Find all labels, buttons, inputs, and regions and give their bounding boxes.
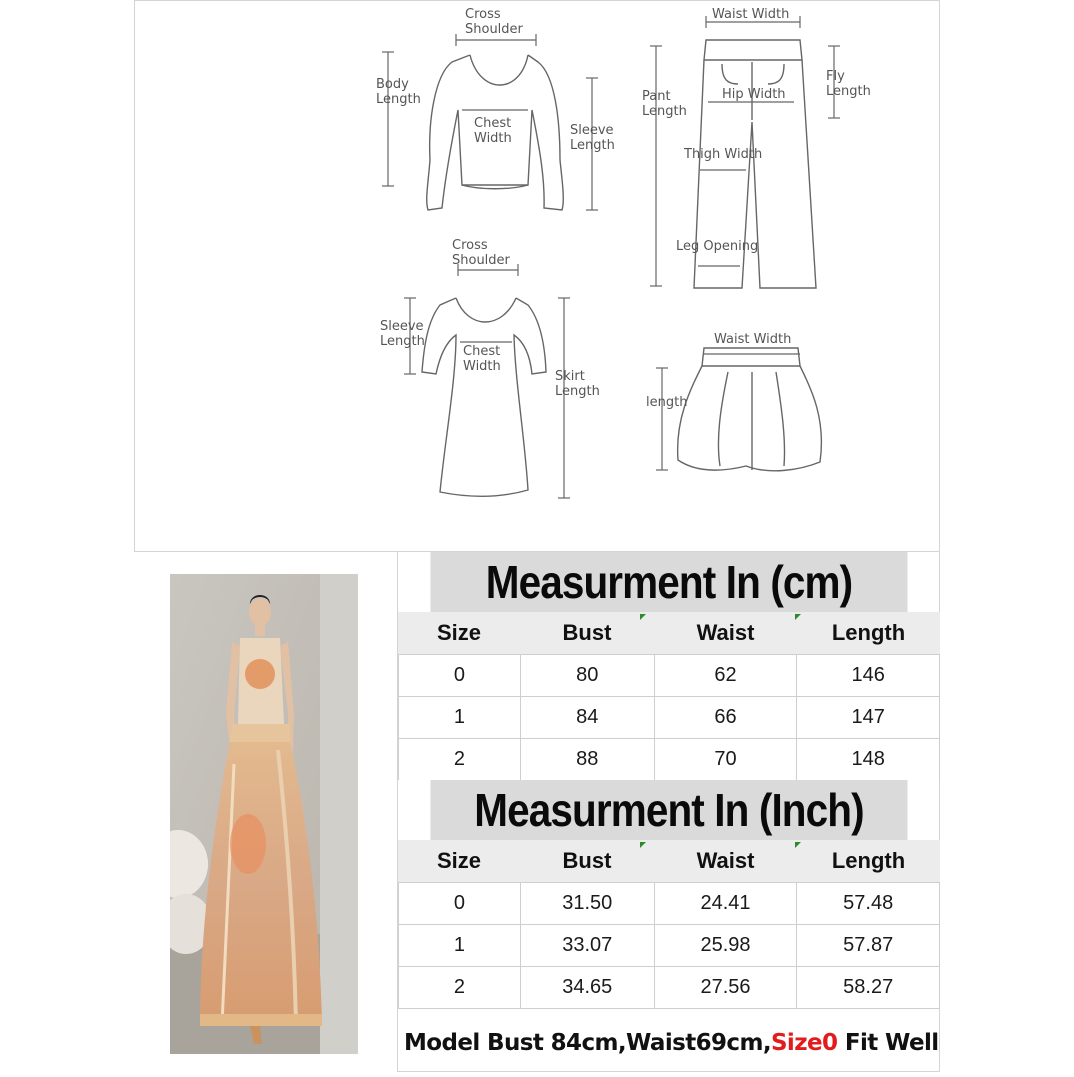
svg-text:Width: Width bbox=[463, 359, 501, 374]
svg-text:Shoulder: Shoulder bbox=[452, 253, 510, 268]
label-length-skirt: length bbox=[646, 395, 688, 410]
table-row bbox=[398, 882, 940, 924]
label-fly-length: Fly bbox=[826, 69, 845, 84]
header-size: Size bbox=[436, 620, 482, 645]
cell-length: 146 bbox=[797, 655, 940, 696]
cell-bust: 80 bbox=[521, 655, 655, 696]
model-photo-panel bbox=[134, 552, 398, 1072]
cell-bust: 33.07 bbox=[521, 925, 655, 966]
cell-marker-icon bbox=[795, 842, 801, 848]
model-fit-note bbox=[398, 1008, 940, 1077]
cell-bust: 34.65 bbox=[521, 967, 655, 1008]
cell-bust: 31.50 bbox=[521, 883, 655, 924]
header-bust: Bust bbox=[520, 612, 654, 654]
label-cross-shoulder-dress: Cross bbox=[452, 238, 488, 253]
table-row bbox=[398, 966, 940, 1008]
header-size: Size bbox=[436, 848, 482, 873]
label-sleeve-length: Sleeve bbox=[570, 123, 614, 138]
cell-length: 57.48 bbox=[797, 883, 940, 924]
model-photo bbox=[170, 574, 358, 1054]
label-thigh-width: Thigh Width bbox=[684, 147, 763, 162]
cell-size: 0 bbox=[398, 655, 521, 696]
cell-size: 2 bbox=[398, 967, 521, 1008]
table-row bbox=[398, 654, 940, 696]
header-bust: Bust bbox=[520, 840, 654, 882]
cell-marker-icon bbox=[640, 842, 646, 848]
label-cross-shoulder: Cross bbox=[465, 7, 501, 22]
cell-waist: 25.98 bbox=[655, 925, 798, 966]
size-chart bbox=[398, 552, 940, 1072]
label-chest-width-dress: Chest bbox=[463, 344, 501, 359]
dress-illustration bbox=[422, 298, 546, 496]
cell-bust: 84 bbox=[521, 697, 655, 738]
cm-table-title: Measurment In (cm) bbox=[431, 552, 908, 612]
label-waist-width-skirt: Waist Width bbox=[714, 332, 792, 347]
table-row bbox=[398, 738, 940, 780]
cell-size: 1 bbox=[398, 697, 521, 738]
svg-text:Length: Length bbox=[380, 334, 425, 349]
cell-waist: 70 bbox=[655, 739, 798, 780]
header-length: Length bbox=[797, 840, 940, 882]
label-leg-opening: Leg Opening bbox=[676, 239, 759, 254]
skirt-illustration bbox=[678, 348, 822, 471]
cell-size: 0 bbox=[398, 883, 521, 924]
cell-length: 57.87 bbox=[797, 925, 940, 966]
inch-table-title: Measurment In (Inch) bbox=[431, 780, 908, 840]
table-row bbox=[398, 696, 940, 738]
fit-note-suffix: Fit Well bbox=[837, 1030, 939, 1056]
header-length: Length bbox=[797, 612, 940, 654]
cell-bust: 88 bbox=[521, 739, 655, 780]
cell-waist: 62 bbox=[655, 655, 798, 696]
cell-waist: 66 bbox=[655, 697, 798, 738]
label-sleeve-length-dress: Sleeve bbox=[380, 319, 424, 334]
label-chest-width: Chest bbox=[474, 116, 512, 131]
cell-marker-icon bbox=[795, 614, 801, 620]
svg-text:Length: Length bbox=[555, 384, 600, 399]
label-pant-length: Pant bbox=[642, 89, 671, 104]
label-body-length: Body bbox=[376, 77, 409, 92]
cell-size: 1 bbox=[398, 925, 521, 966]
fit-note-size: Size0 bbox=[770, 1030, 838, 1056]
label-waist-width-pants: Waist Width bbox=[712, 7, 790, 22]
cell-length: 58.27 bbox=[797, 967, 940, 1008]
svg-text:Width: Width bbox=[474, 131, 512, 146]
inch-table-header bbox=[398, 840, 940, 882]
cell-length: 147 bbox=[797, 697, 940, 738]
svg-text:Length: Length bbox=[570, 138, 615, 153]
cell-marker-icon bbox=[640, 614, 646, 620]
svg-text:Length: Length bbox=[642, 104, 687, 119]
header-waist: Waist bbox=[696, 620, 755, 645]
svg-text:Length: Length bbox=[376, 92, 421, 107]
cm-table-header bbox=[398, 612, 940, 654]
cell-waist: 27.56 bbox=[655, 967, 798, 1008]
cell-size: 2 bbox=[398, 739, 521, 780]
label-hip-width: Hip Width bbox=[722, 87, 786, 102]
table-row bbox=[398, 924, 940, 966]
svg-text:Shoulder: Shoulder bbox=[465, 22, 523, 37]
header-waist: Waist bbox=[696, 848, 755, 873]
cell-waist: 24.41 bbox=[655, 883, 798, 924]
fit-note-prefix: Model Bust 84cm,Waist69cm, bbox=[404, 1030, 771, 1056]
svg-text:Length: Length bbox=[826, 84, 871, 99]
cell-length: 148 bbox=[797, 739, 940, 780]
label-skirt-length: Skirt bbox=[555, 369, 585, 384]
